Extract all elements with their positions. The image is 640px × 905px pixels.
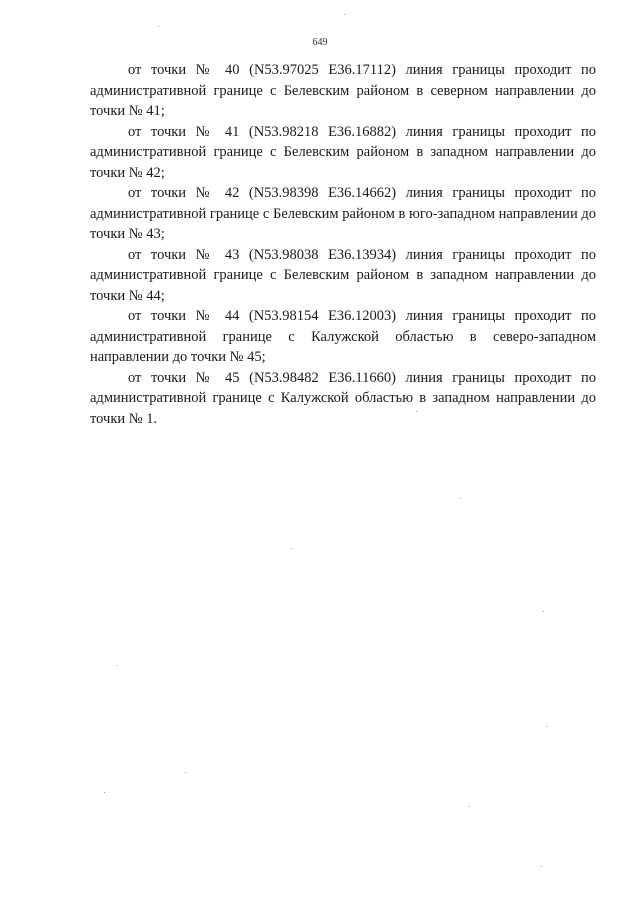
scan-speck <box>469 806 470 807</box>
scan-speck <box>291 548 292 549</box>
scan-speck <box>460 498 461 499</box>
boundary-paragraph-point-43: от точки № 43 (N53.98038 E36.13934) линия границы проходит по административной границе с Белевским районом в западном направлении до точки № 44; <box>90 246 596 304</box>
scan-speck <box>344 14 345 15</box>
scan-speck <box>541 866 542 867</box>
document-body <box>90 60 596 429</box>
scan-speck <box>546 726 547 727</box>
page-number: 649 <box>312 37 328 48</box>
scan-speck <box>543 611 544 612</box>
boundary-paragraph-point-45: от точки № 45 (N53.98482 E36.11660) линия границы проходит по административной границе с Калужской областью в западном направлении до точки № 1. <box>90 369 596 427</box>
scan-speck <box>158 26 159 27</box>
scan-speck <box>104 792 105 793</box>
boundary-paragraph-point-41: от точки № 41 (N53.98218 E36.16882) линия границы проходит по административной границе с Белевским районом в западном направлении до точки № 42; <box>90 123 596 181</box>
scan-speck <box>116 665 117 666</box>
boundary-paragraph-point-42: от точки № 42 (N53.98398 E36.14662) линия границы проходит по административной границе с Белевским районом в юго-западном направлении до точки № 43; <box>90 185 596 242</box>
boundary-paragraph-point-44: от точки № 44 (N53.98154 E36.12003) линия границы проходит по административной границе с Калужской областью в северо-западном направлении до точки № 45; <box>90 308 596 365</box>
scan-speck <box>185 772 186 773</box>
scan-speck <box>416 411 417 412</box>
boundary-paragraph-point-40: от точки № 40 (N53.97025 E36.17112) линия границы проходит по административной границе с Белевским районом в северном направлении до точки № 41; <box>90 62 596 119</box>
